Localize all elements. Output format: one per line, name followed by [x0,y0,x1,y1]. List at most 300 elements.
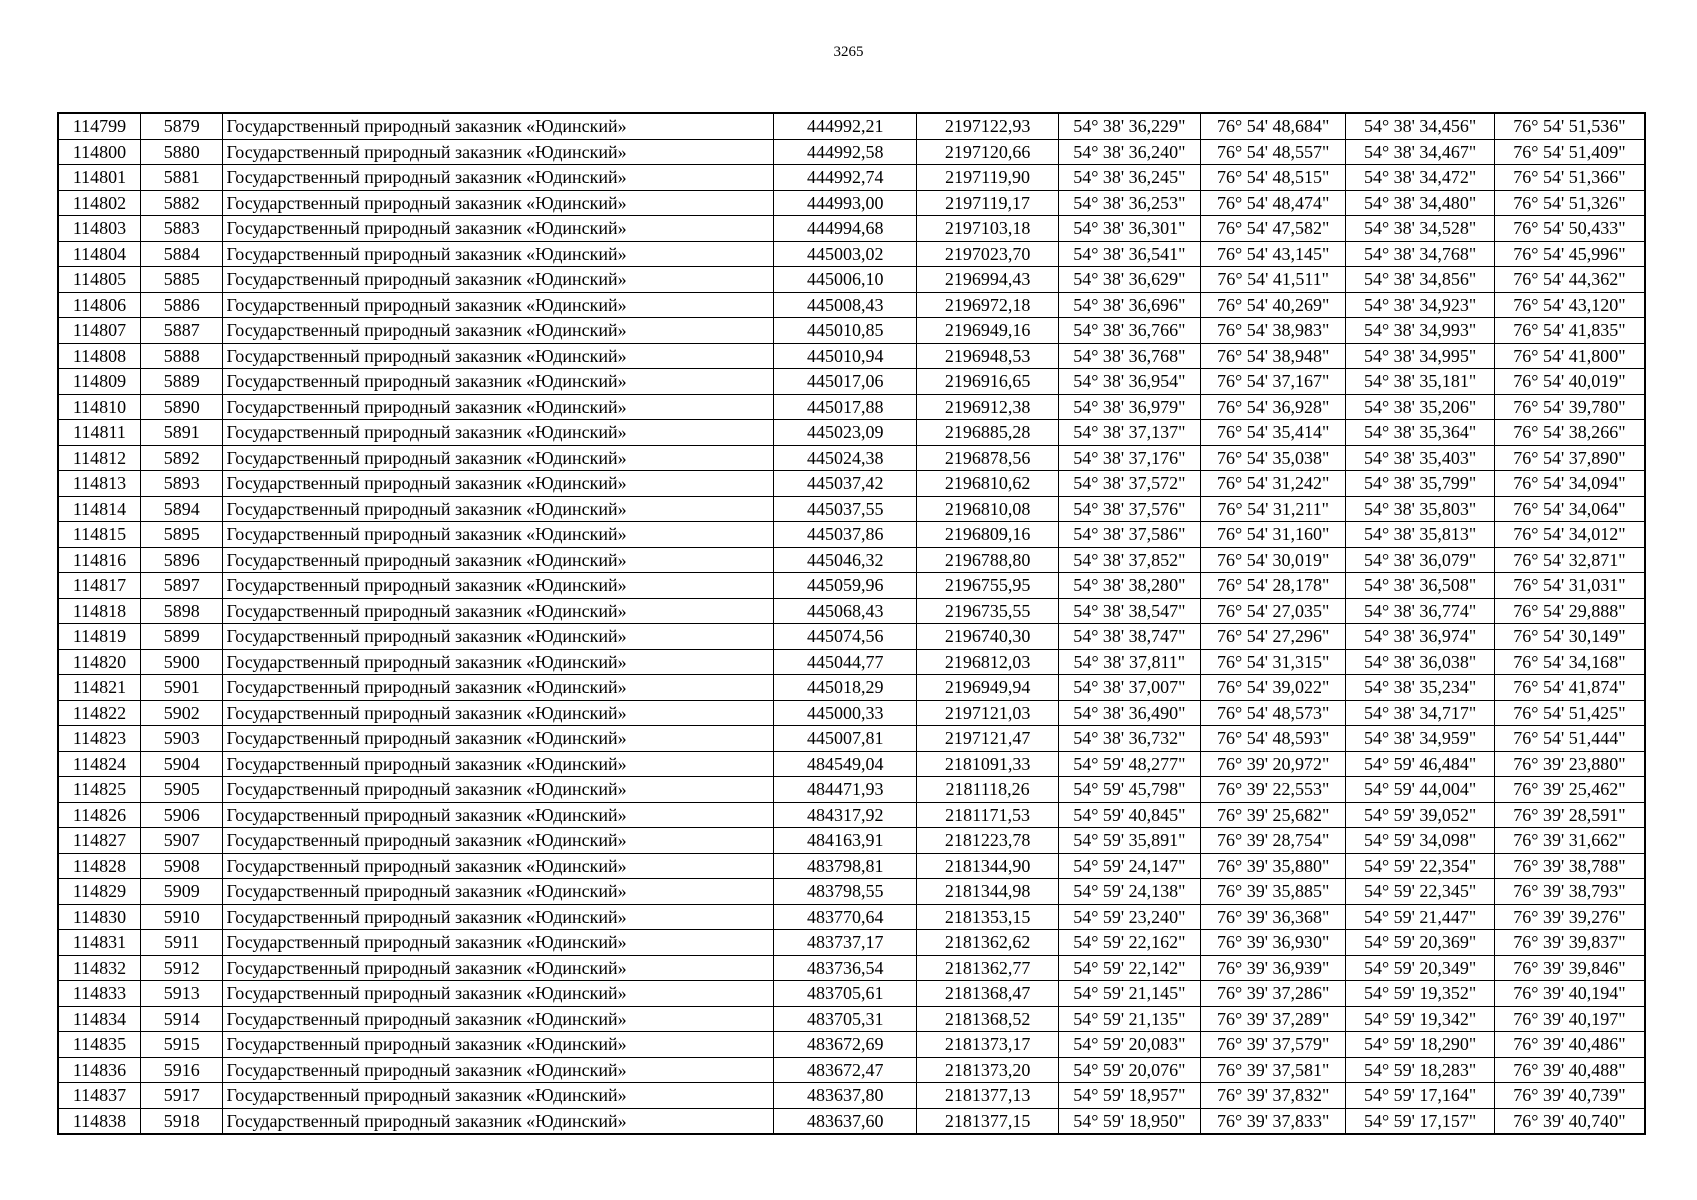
latitude-1-cell: 54° 38' 37,576" [1058,496,1200,522]
row-id-cell: 114804 [58,241,140,267]
latitude-2-cell: 54° 38' 34,959" [1346,726,1494,752]
table-row [58,751,1645,777]
object-name-cell: Государственный природный заказник «Юдинский» [223,955,774,981]
y-coordinate-cell: 2181344,90 [917,853,1058,879]
latitude-1-cell: 54° 59' 24,138" [1058,879,1200,905]
latitude-1-cell: 54° 38' 38,280" [1058,573,1200,599]
object-name-cell: Государственный природный заказник «Юдинский» [223,343,774,369]
latitude-1-cell: 54° 38' 36,301" [1058,216,1200,242]
longitude-1-cell: 76° 39' 35,885" [1201,879,1346,905]
object-name-cell: Государственный природный заказник «Юдинский» [223,853,774,879]
y-coordinate-cell: 2196788,80 [917,547,1058,573]
table-row [58,394,1645,420]
point-number-cell: 5907 [140,828,222,854]
longitude-1-cell: 76° 54' 38,983" [1201,318,1346,344]
longitude-1-cell: 76° 54' 48,557" [1201,139,1346,165]
row-id-cell: 114814 [58,496,140,522]
latitude-1-cell: 54° 38' 38,747" [1058,624,1200,650]
table-body [58,113,1645,1134]
table-row [58,879,1645,905]
object-name-cell: Государственный природный заказник «Юдинский» [223,420,774,446]
longitude-1-cell: 76° 54' 38,948" [1201,343,1346,369]
y-coordinate-cell: 2181223,78 [917,828,1058,854]
longitude-1-cell: 76° 39' 35,880" [1201,853,1346,879]
point-number-cell: 5892 [140,445,222,471]
y-coordinate-cell: 2197122,93 [917,113,1058,139]
latitude-1-cell: 54° 38' 37,137" [1058,420,1200,446]
object-name-cell: Государственный природный заказник «Юдинский» [223,113,774,139]
point-number-cell: 5883 [140,216,222,242]
point-number-cell: 5891 [140,420,222,446]
row-id-cell: 114811 [58,420,140,446]
table-row [58,445,1645,471]
x-coordinate-cell: 444992,21 [774,113,917,139]
row-id-cell: 114831 [58,930,140,956]
latitude-2-cell: 54° 59' 19,352" [1346,981,1494,1007]
y-coordinate-cell: 2196948,53 [917,343,1058,369]
longitude-2-cell: 76° 54' 51,425" [1494,700,1645,726]
point-number-cell: 5887 [140,318,222,344]
longitude-1-cell: 76° 54' 48,684" [1201,113,1346,139]
object-name-cell: Государственный природный заказник «Юдинский» [223,394,774,420]
longitude-2-cell: 76° 54' 51,409" [1494,139,1645,165]
table-row [58,573,1645,599]
longitude-1-cell: 76° 39' 37,833" [1201,1108,1346,1134]
latitude-1-cell: 54° 59' 23,240" [1058,904,1200,930]
table-row [58,1108,1645,1134]
object-name-cell: Государственный природный заказник «Юдинский» [223,471,774,497]
y-coordinate-cell: 2196809,16 [917,522,1058,548]
latitude-1-cell: 54° 38' 37,586" [1058,522,1200,548]
longitude-1-cell: 76° 54' 31,315" [1201,649,1346,675]
row-id-cell: 114833 [58,981,140,1007]
table-row [58,318,1645,344]
object-name-cell: Государственный природный заказник «Юдинский» [223,751,774,777]
table-row [58,981,1645,1007]
point-number-cell: 5884 [140,241,222,267]
table-row [58,802,1645,828]
table-row [58,496,1645,522]
longitude-2-cell: 76° 39' 40,197" [1494,1006,1645,1032]
point-number-cell: 5912 [140,955,222,981]
x-coordinate-cell: 483672,69 [774,1032,917,1058]
latitude-2-cell: 54° 38' 34,480" [1346,190,1494,216]
longitude-1-cell: 76° 54' 41,511" [1201,267,1346,293]
point-number-cell: 5897 [140,573,222,599]
y-coordinate-cell: 2196912,38 [917,394,1058,420]
row-id-cell: 114824 [58,751,140,777]
object-name-cell: Государственный природный заказник «Юдинский» [223,318,774,344]
point-number-cell: 5888 [140,343,222,369]
longitude-1-cell: 76° 54' 31,160" [1201,522,1346,548]
table-row [58,930,1645,956]
object-name-cell: Государственный природный заказник «Юдинский» [223,726,774,752]
object-name-cell: Государственный природный заказник «Юдинский» [223,292,774,318]
x-coordinate-cell: 445008,43 [774,292,917,318]
latitude-1-cell: 54° 38' 37,007" [1058,675,1200,701]
longitude-2-cell: 76° 54' 51,326" [1494,190,1645,216]
row-id-cell: 114830 [58,904,140,930]
latitude-1-cell: 54° 38' 37,852" [1058,547,1200,573]
latitude-1-cell: 54° 38' 36,696" [1058,292,1200,318]
latitude-1-cell: 54° 59' 35,891" [1058,828,1200,854]
latitude-2-cell: 54° 59' 46,484" [1346,751,1494,777]
latitude-2-cell: 54° 38' 35,799" [1346,471,1494,497]
longitude-1-cell: 76° 54' 37,167" [1201,369,1346,395]
object-name-cell: Государственный природный заказник «Юдинский» [223,1006,774,1032]
longitude-2-cell: 76° 39' 39,837" [1494,930,1645,956]
longitude-1-cell: 76° 54' 31,242" [1201,471,1346,497]
x-coordinate-cell: 444993,00 [774,190,917,216]
row-id-cell: 114835 [58,1032,140,1058]
latitude-2-cell: 54° 59' 21,447" [1346,904,1494,930]
object-name-cell: Государственный природный заказник «Юдинский» [223,216,774,242]
x-coordinate-cell: 445044,77 [774,649,917,675]
table-row [58,726,1645,752]
table-row [58,1083,1645,1109]
latitude-2-cell: 54° 38' 34,856" [1346,267,1494,293]
longitude-2-cell: 76° 54' 30,149" [1494,624,1645,650]
point-number-cell: 5902 [140,700,222,726]
x-coordinate-cell: 445037,42 [774,471,917,497]
row-id-cell: 114805 [58,267,140,293]
x-coordinate-cell: 483637,80 [774,1083,917,1109]
x-coordinate-cell: 445037,86 [774,522,917,548]
x-coordinate-cell: 445007,81 [774,726,917,752]
y-coordinate-cell: 2181377,15 [917,1108,1058,1134]
point-number-cell: 5914 [140,1006,222,1032]
point-number-cell: 5905 [140,777,222,803]
latitude-1-cell: 54° 38' 36,629" [1058,267,1200,293]
x-coordinate-cell: 445023,09 [774,420,917,446]
latitude-2-cell: 54° 38' 35,803" [1346,496,1494,522]
x-coordinate-cell: 484163,91 [774,828,917,854]
latitude-1-cell: 54° 59' 21,145" [1058,981,1200,1007]
longitude-2-cell: 76° 39' 38,793" [1494,879,1645,905]
longitude-2-cell: 76° 39' 40,740" [1494,1108,1645,1134]
longitude-2-cell: 76° 54' 51,444" [1494,726,1645,752]
latitude-1-cell: 54° 59' 22,162" [1058,930,1200,956]
latitude-2-cell: 54° 38' 34,995" [1346,343,1494,369]
y-coordinate-cell: 2196810,62 [917,471,1058,497]
longitude-1-cell: 76° 39' 28,754" [1201,828,1346,854]
y-coordinate-cell: 2197119,17 [917,190,1058,216]
x-coordinate-cell: 444994,68 [774,216,917,242]
y-coordinate-cell: 2181344,98 [917,879,1058,905]
latitude-1-cell: 54° 38' 36,979" [1058,394,1200,420]
object-name-cell: Государственный природный заказник «Юдинский» [223,598,774,624]
latitude-1-cell: 54° 38' 36,732" [1058,726,1200,752]
longitude-1-cell: 76° 54' 48,474" [1201,190,1346,216]
latitude-2-cell: 54° 38' 34,456" [1346,113,1494,139]
object-name-cell: Государственный природный заказник «Юдинский» [223,547,774,573]
row-id-cell: 114802 [58,190,140,216]
row-id-cell: 114817 [58,573,140,599]
x-coordinate-cell: 444992,58 [774,139,917,165]
longitude-1-cell: 76° 54' 30,019" [1201,547,1346,573]
longitude-1-cell: 76° 54' 48,593" [1201,726,1346,752]
y-coordinate-cell: 2181377,13 [917,1083,1058,1109]
object-name-cell: Государственный природный заказник «Юдинский» [223,522,774,548]
table-row [58,853,1645,879]
latitude-1-cell: 54° 59' 45,798" [1058,777,1200,803]
latitude-2-cell: 54° 59' 44,004" [1346,777,1494,803]
latitude-2-cell: 54° 59' 22,354" [1346,853,1494,879]
point-number-cell: 5916 [140,1057,222,1083]
point-number-cell: 5885 [140,267,222,293]
table-row [58,828,1645,854]
point-number-cell: 5915 [140,1032,222,1058]
longitude-2-cell: 76° 54' 51,366" [1494,165,1645,191]
point-number-cell: 5899 [140,624,222,650]
latitude-2-cell: 54° 38' 36,974" [1346,624,1494,650]
row-id-cell: 114807 [58,318,140,344]
coordinates-table [57,112,1646,1135]
longitude-2-cell: 76° 39' 39,846" [1494,955,1645,981]
longitude-2-cell: 76° 54' 43,120" [1494,292,1645,318]
latitude-2-cell: 54° 59' 18,283" [1346,1057,1494,1083]
longitude-1-cell: 76° 54' 47,582" [1201,216,1346,242]
longitude-2-cell: 76° 39' 40,488" [1494,1057,1645,1083]
row-id-cell: 114819 [58,624,140,650]
y-coordinate-cell: 2196994,43 [917,267,1058,293]
longitude-2-cell: 76° 54' 41,835" [1494,318,1645,344]
longitude-2-cell: 76° 54' 29,888" [1494,598,1645,624]
latitude-2-cell: 54° 38' 35,813" [1346,522,1494,548]
y-coordinate-cell: 2197120,66 [917,139,1058,165]
longitude-2-cell: 76° 54' 40,019" [1494,369,1645,395]
longitude-2-cell: 76° 54' 38,266" [1494,420,1645,446]
row-id-cell: 114822 [58,700,140,726]
object-name-cell: Государственный природный заказник «Юдинский» [223,649,774,675]
longitude-2-cell: 76° 54' 45,996" [1494,241,1645,267]
latitude-2-cell: 54° 59' 18,290" [1346,1032,1494,1058]
longitude-1-cell: 76° 54' 35,414" [1201,420,1346,446]
table-row [58,522,1645,548]
table-row [58,241,1645,267]
point-number-cell: 5918 [140,1108,222,1134]
y-coordinate-cell: 2181171,53 [917,802,1058,828]
row-id-cell: 114836 [58,1057,140,1083]
latitude-1-cell: 54° 38' 38,547" [1058,598,1200,624]
longitude-1-cell: 76° 54' 31,211" [1201,496,1346,522]
table-row [58,267,1645,293]
latitude-2-cell: 54° 38' 34,528" [1346,216,1494,242]
latitude-1-cell: 54° 38' 36,229" [1058,113,1200,139]
row-id-cell: 114809 [58,369,140,395]
point-number-cell: 5910 [140,904,222,930]
latitude-1-cell: 54° 38' 36,766" [1058,318,1200,344]
row-id-cell: 114808 [58,343,140,369]
y-coordinate-cell: 2196740,30 [917,624,1058,650]
row-id-cell: 114837 [58,1083,140,1109]
latitude-2-cell: 54° 38' 34,467" [1346,139,1494,165]
y-coordinate-cell: 2181362,62 [917,930,1058,956]
object-name-cell: Государственный природный заказник «Юдинский» [223,1032,774,1058]
y-coordinate-cell: 2196735,55 [917,598,1058,624]
longitude-2-cell: 76° 54' 44,362" [1494,267,1645,293]
longitude-1-cell: 76° 39' 20,972" [1201,751,1346,777]
table-row [58,955,1645,981]
object-name-cell: Государственный природный заказник «Юдинский» [223,777,774,803]
object-name-cell: Государственный природный заказник «Юдинский» [223,802,774,828]
point-number-cell: 5900 [140,649,222,675]
row-id-cell: 114812 [58,445,140,471]
latitude-2-cell: 54° 38' 34,993" [1346,318,1494,344]
latitude-1-cell: 54° 38' 36,245" [1058,165,1200,191]
longitude-2-cell: 76° 54' 39,780" [1494,394,1645,420]
table-row [58,139,1645,165]
latitude-1-cell: 54° 38' 36,253" [1058,190,1200,216]
longitude-1-cell: 76° 39' 36,930" [1201,930,1346,956]
object-name-cell: Государственный природный заказник «Юдинский» [223,573,774,599]
table-row [58,471,1645,497]
longitude-1-cell: 76° 39' 36,939" [1201,955,1346,981]
y-coordinate-cell: 2197103,18 [917,216,1058,242]
y-coordinate-cell: 2196916,65 [917,369,1058,395]
latitude-2-cell: 54° 59' 39,052" [1346,802,1494,828]
latitude-1-cell: 54° 59' 24,147" [1058,853,1200,879]
object-name-cell: Государственный природный заказник «Юдинский» [223,165,774,191]
latitude-1-cell: 54° 59' 20,076" [1058,1057,1200,1083]
page-number: 3265 [833,44,864,60]
latitude-1-cell: 54° 38' 36,490" [1058,700,1200,726]
latitude-2-cell: 54° 38' 36,038" [1346,649,1494,675]
point-number-cell: 5898 [140,598,222,624]
table-row [58,777,1645,803]
longitude-2-cell: 76° 54' 34,168" [1494,649,1645,675]
y-coordinate-cell: 2197121,47 [917,726,1058,752]
object-name-cell: Государственный природный заказник «Юдинский» [223,1083,774,1109]
x-coordinate-cell: 483705,31 [774,1006,917,1032]
latitude-2-cell: 54° 38' 35,206" [1346,394,1494,420]
latitude-1-cell: 54° 38' 36,954" [1058,369,1200,395]
longitude-2-cell: 76° 39' 31,662" [1494,828,1645,854]
object-name-cell: Государственный природный заказник «Юдинский» [223,879,774,905]
table-row [58,190,1645,216]
row-id-cell: 114813 [58,471,140,497]
object-name-cell: Государственный природный заказник «Юдинский» [223,445,774,471]
longitude-1-cell: 76° 54' 27,296" [1201,624,1346,650]
x-coordinate-cell: 445003,02 [774,241,917,267]
latitude-2-cell: 54° 38' 35,234" [1346,675,1494,701]
latitude-1-cell: 54° 38' 37,176" [1058,445,1200,471]
row-id-cell: 114832 [58,955,140,981]
longitude-2-cell: 76° 54' 34,012" [1494,522,1645,548]
latitude-1-cell: 54° 38' 36,541" [1058,241,1200,267]
point-number-cell: 5895 [140,522,222,548]
longitude-2-cell: 76° 54' 32,871" [1494,547,1645,573]
longitude-2-cell: 76° 39' 28,591" [1494,802,1645,828]
latitude-1-cell: 54° 38' 37,572" [1058,471,1200,497]
longitude-2-cell: 76° 54' 51,536" [1494,113,1645,139]
table-row [58,113,1645,139]
latitude-1-cell: 54° 59' 22,142" [1058,955,1200,981]
object-name-cell: Государственный природный заказник «Юдинский» [223,904,774,930]
latitude-2-cell: 54° 38' 35,403" [1346,445,1494,471]
latitude-1-cell: 54° 59' 48,277" [1058,751,1200,777]
table-row [58,292,1645,318]
table-row [58,1006,1645,1032]
longitude-1-cell: 76° 39' 37,581" [1201,1057,1346,1083]
longitude-1-cell: 76° 54' 35,038" [1201,445,1346,471]
longitude-1-cell: 76° 54' 48,515" [1201,165,1346,191]
y-coordinate-cell: 2196885,28 [917,420,1058,446]
point-number-cell: 5893 [140,471,222,497]
table-row [58,420,1645,446]
row-id-cell: 114801 [58,165,140,191]
table-row [58,904,1645,930]
x-coordinate-cell: 483770,64 [774,904,917,930]
latitude-2-cell: 54° 38' 36,774" [1346,598,1494,624]
row-id-cell: 114834 [58,1006,140,1032]
point-number-cell: 5894 [140,496,222,522]
point-number-cell: 5879 [140,113,222,139]
latitude-2-cell: 54° 59' 20,369" [1346,930,1494,956]
point-number-cell: 5903 [140,726,222,752]
point-number-cell: 5906 [140,802,222,828]
row-id-cell: 114803 [58,216,140,242]
x-coordinate-cell: 483705,61 [774,981,917,1007]
x-coordinate-cell: 483737,17 [774,930,917,956]
x-coordinate-cell: 483798,81 [774,853,917,879]
point-number-cell: 5908 [140,853,222,879]
y-coordinate-cell: 2197121,03 [917,700,1058,726]
x-coordinate-cell: 483736,54 [774,955,917,981]
point-number-cell: 5880 [140,139,222,165]
longitude-1-cell: 76° 54' 40,269" [1201,292,1346,318]
row-id-cell: 114810 [58,394,140,420]
x-coordinate-cell: 445059,96 [774,573,917,599]
table-row [58,343,1645,369]
latitude-2-cell: 54° 38' 34,923" [1346,292,1494,318]
longitude-1-cell: 76° 54' 48,573" [1201,700,1346,726]
latitude-2-cell: 54° 38' 36,079" [1346,547,1494,573]
table-row [58,1032,1645,1058]
point-number-cell: 5901 [140,675,222,701]
latitude-1-cell: 54° 59' 20,083" [1058,1032,1200,1058]
object-name-cell: Государственный природный заказник «Юдинский» [223,624,774,650]
x-coordinate-cell: 445068,43 [774,598,917,624]
table-row [58,1057,1645,1083]
latitude-2-cell: 54° 59' 19,342" [1346,1006,1494,1032]
y-coordinate-cell: 2196949,94 [917,675,1058,701]
object-name-cell: Государственный природный заказник «Юдинский» [223,496,774,522]
row-id-cell: 114816 [58,547,140,573]
row-id-cell: 114820 [58,649,140,675]
longitude-1-cell: 76° 39' 22,553" [1201,777,1346,803]
latitude-1-cell: 54° 59' 18,957" [1058,1083,1200,1109]
x-coordinate-cell: 483637,60 [774,1108,917,1134]
longitude-2-cell: 76° 39' 40,739" [1494,1083,1645,1109]
point-number-cell: 5882 [140,190,222,216]
table-row [58,675,1645,701]
longitude-2-cell: 76° 39' 40,486" [1494,1032,1645,1058]
longitude-2-cell: 76° 54' 31,031" [1494,573,1645,599]
longitude-2-cell: 76° 54' 50,433" [1494,216,1645,242]
latitude-2-cell: 54° 59' 34,098" [1346,828,1494,854]
latitude-2-cell: 54° 38' 35,181" [1346,369,1494,395]
latitude-2-cell: 54° 38' 36,508" [1346,573,1494,599]
point-number-cell: 5890 [140,394,222,420]
longitude-2-cell: 76° 39' 40,194" [1494,981,1645,1007]
row-id-cell: 114828 [58,853,140,879]
latitude-2-cell: 54° 38' 34,472" [1346,165,1494,191]
row-id-cell: 114821 [58,675,140,701]
longitude-2-cell: 76° 39' 38,788" [1494,853,1645,879]
longitude-2-cell: 76° 39' 39,276" [1494,904,1645,930]
object-name-cell: Государственный природный заказник «Юдинский» [223,930,774,956]
